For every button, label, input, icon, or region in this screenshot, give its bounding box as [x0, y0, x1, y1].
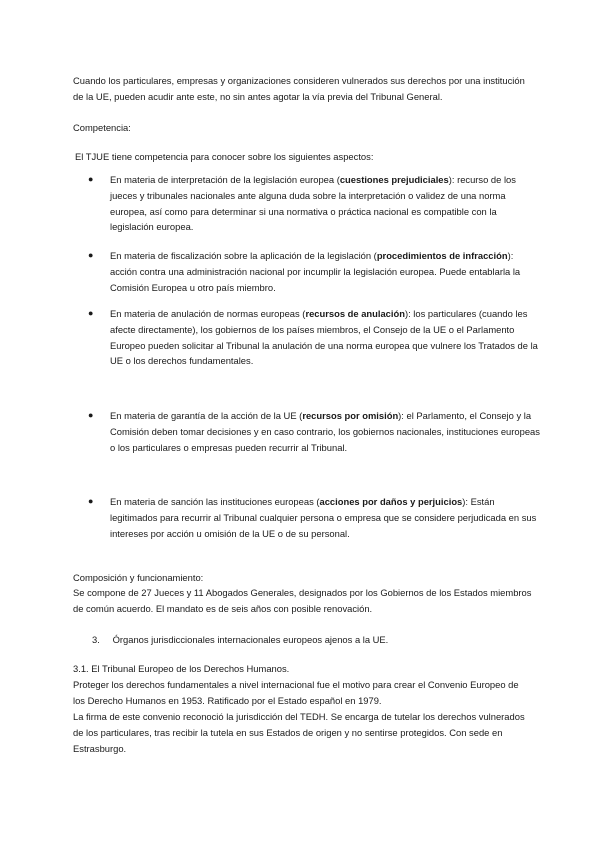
bullet-icon: ● [88, 410, 94, 420]
section-3-1-paragraph-2: La firma de este convenio reconoció la jurisdicción del TEDH. Se encarga de tutelar los derechos vulnerados de los particulares, tras recibir la tutela en sus Estados de origen y no sentirse protegidos. Con sede en Estrasburgo. [73, 711, 525, 754]
section-3-heading [92, 632, 552, 648]
list-item-procedimientos-infraccion [110, 248, 540, 295]
item-text-pre: En materia de garantía de la acción de la UE ( [110, 410, 303, 421]
list-item-recursos-anulacion [110, 306, 540, 369]
bullet-icon: ● [88, 250, 94, 260]
item-text-bold: recursos por omisión [302, 410, 399, 421]
section-3-1-title: 3.1. El Tribunal Europeo de los Derechos Humanos. [73, 663, 290, 674]
list-item-acciones-danos [110, 494, 540, 541]
item-text-post: ): acción contra una administración nacional por incumplir la legislación europea. Puede entablarla la Comisión Europea u otro país miembro. [110, 250, 521, 293]
item-text-bold: procedimientos de infracción [376, 250, 508, 261]
item-text-pre: En materia de interpretación de la legislación europea ( [110, 174, 340, 185]
bullet-icon: ● [88, 496, 94, 506]
intro-paragraph: Cuando los particulares, empresas y organizaciones consideren vulnerados sus derechos por una institución de la UE, pueden acudir ante este, no sin antes agotar la vía previa del Tribunal General. [73, 75, 525, 102]
item-text-post: ): Están legitimados para recurrir al Tribunal cualquier persona o empresa que se considere perjudicada en sus intereses por acción u omisión de la UE o de su personal. [110, 496, 537, 539]
competencia-lead: El TJUE tiene competencia para conocer sobre los siguientes aspectos: [75, 151, 374, 162]
item-text-pre: En materia de anulación de normas europeas ( [110, 308, 306, 319]
composicion-text: Se compone de 27 Jueces y 11 Abogados Generales, designados por los Gobiernos de los Estados miembros de común acuerdo. El mandato es de seis años con posible renovación. [73, 587, 532, 614]
bullet-icon: ● [88, 174, 94, 184]
item-text-bold: acciones por daños y perjuicios [319, 496, 463, 507]
item-text-post: ): los particulares (cuando les afecte directamente), los gobiernos de los países miembros, el Consejo de la UE o el Parlamento Europeo pueden solicitar al Tribunal la anulación de una norma europea que vulnere los Tratados de la UE o los derechos fundamentales. [110, 308, 538, 367]
item-text-pre: En materia de fiscalización sobre la aplicación de la legislación ( [110, 250, 377, 261]
list-item-cuestiones-prejudiciales [110, 172, 540, 235]
composicion-heading: Composición y funcionamiento: [73, 572, 204, 583]
item-text-post: ): recurso de los jueces y tribunales nacionales ante alguna duda sobre la interpretación o validez de una norma europea, así como para determinar si una normativa o práctica nacional es compatible con la legislación europea. [110, 174, 516, 233]
list-item-recursos-omision [110, 408, 540, 455]
bullet-icon: ● [88, 308, 94, 318]
item-text-post: ): el Parlamento, el Consejo y la Comisión deben tomar decisiones y en caso contrario, los gobiernos nacionales, instituciones europeas o los particulares o empresas pueden recurrir al Tribunal. [110, 410, 540, 453]
item-text-bold: recursos de anulación [305, 308, 405, 319]
competencia-heading: Competencia: [73, 122, 131, 133]
section-3-1-paragraph-1: Proteger los derechos fundamentales a nivel internacional fue el motivo para crear el Convenio Europeo de los Derecho Humanos en 1953. Ratificado por el Estado español en 1979. [73, 679, 519, 706]
item-text-pre: En materia de sanción las instituciones europeas ( [110, 496, 320, 507]
section-title: Órganos jurisdiccionales internacionales europeos ajenos a la UE. [112, 634, 389, 645]
item-text-bold: cuestiones prejudiciales [339, 174, 449, 185]
section-number: 3. [92, 634, 100, 645]
